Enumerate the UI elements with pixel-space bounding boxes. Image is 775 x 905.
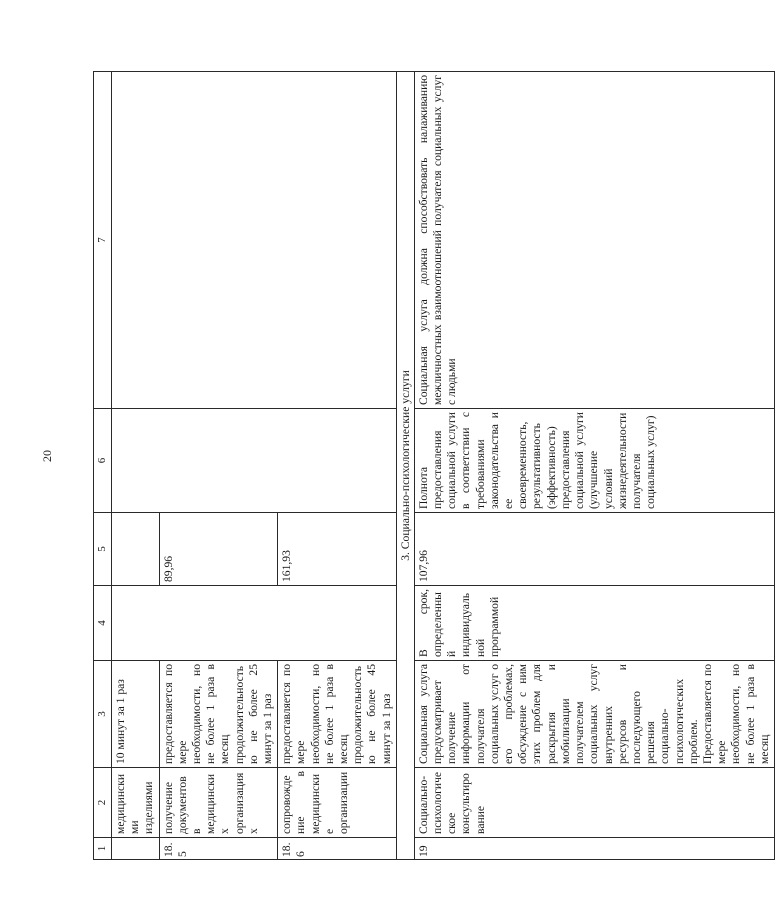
header-cell: 4: [94, 586, 112, 661]
rotated-table-container: [93, 71, 771, 860]
service-name: Социально-психологическое консультирование: [414, 768, 774, 838]
service-description: предоставляется по мере необходимости, но не более 1 раза в месяц продолжительностью не более 25 минут за 1 раз: [159, 661, 278, 768]
row-number: 18.6: [278, 838, 397, 860]
cell-empty: [112, 586, 397, 661]
cell-empty: [112, 513, 160, 586]
service-description: предоставляется по мере необходимости, но не более 1 раза в месяц продолжительностью не более 45 минут за 1 раз: [278, 661, 397, 768]
service-price: 161,93: [278, 513, 397, 586]
service-price: 107,96: [414, 513, 774, 586]
header-cell: 6: [94, 409, 112, 513]
header-row: [94, 72, 112, 860]
service-name: медицинскими изделиями: [112, 768, 160, 838]
service-description: 10 минут за 1 раз: [112, 661, 160, 768]
services-table: [93, 71, 775, 860]
section-title: 3. Социально-психологические услуги: [396, 72, 414, 860]
header-cell: 2: [94, 768, 112, 838]
page-number: 20: [40, 450, 54, 462]
header-cell: 5: [94, 513, 112, 586]
cell-empty: [112, 838, 160, 860]
service-description: Социальная услуга предусматривает получение информации от получателя социальных услуг о его проблемах, обсуждение с ним этих проблем для раскрытия и мобилизации получателем социальных услуг внутренних ресурсов и последующего решения социально-психологических проблем. Предоставляется по мере необходимости, но не более 1 раза в месяц: [414, 661, 774, 768]
section-row: [396, 72, 414, 860]
header-cell: 3: [94, 661, 112, 768]
header-cell: 7: [94, 72, 112, 409]
service-price: 89,96: [159, 513, 278, 586]
cell-empty: [112, 72, 397, 409]
service-term: В срок, определенный индивидуальной программой: [414, 586, 774, 661]
table-row: [112, 72, 160, 860]
service-conditions: Социальная услуга должна способствовать налаживанию межличностных взаимоотношений получателя социальных услуг с людьми: [414, 72, 774, 409]
cell-empty: [112, 409, 397, 513]
row-number: 18.5: [159, 838, 278, 860]
table-row: [414, 72, 774, 860]
row-number: 19: [414, 838, 774, 860]
service-name: сопровождение в медицинские организации: [278, 768, 397, 838]
header-cell: 1: [94, 838, 112, 860]
quality-indicators: Полнота предоставления социальной услуги в соответствии с требованиями законодательства и ее своевременность, результативность (эффективность) предоставления социальной услуги (улучшение условий жизнедеятельности получателя социальных услуг): [414, 409, 774, 513]
service-name: получение документов в медицинских организациях: [159, 768, 278, 838]
